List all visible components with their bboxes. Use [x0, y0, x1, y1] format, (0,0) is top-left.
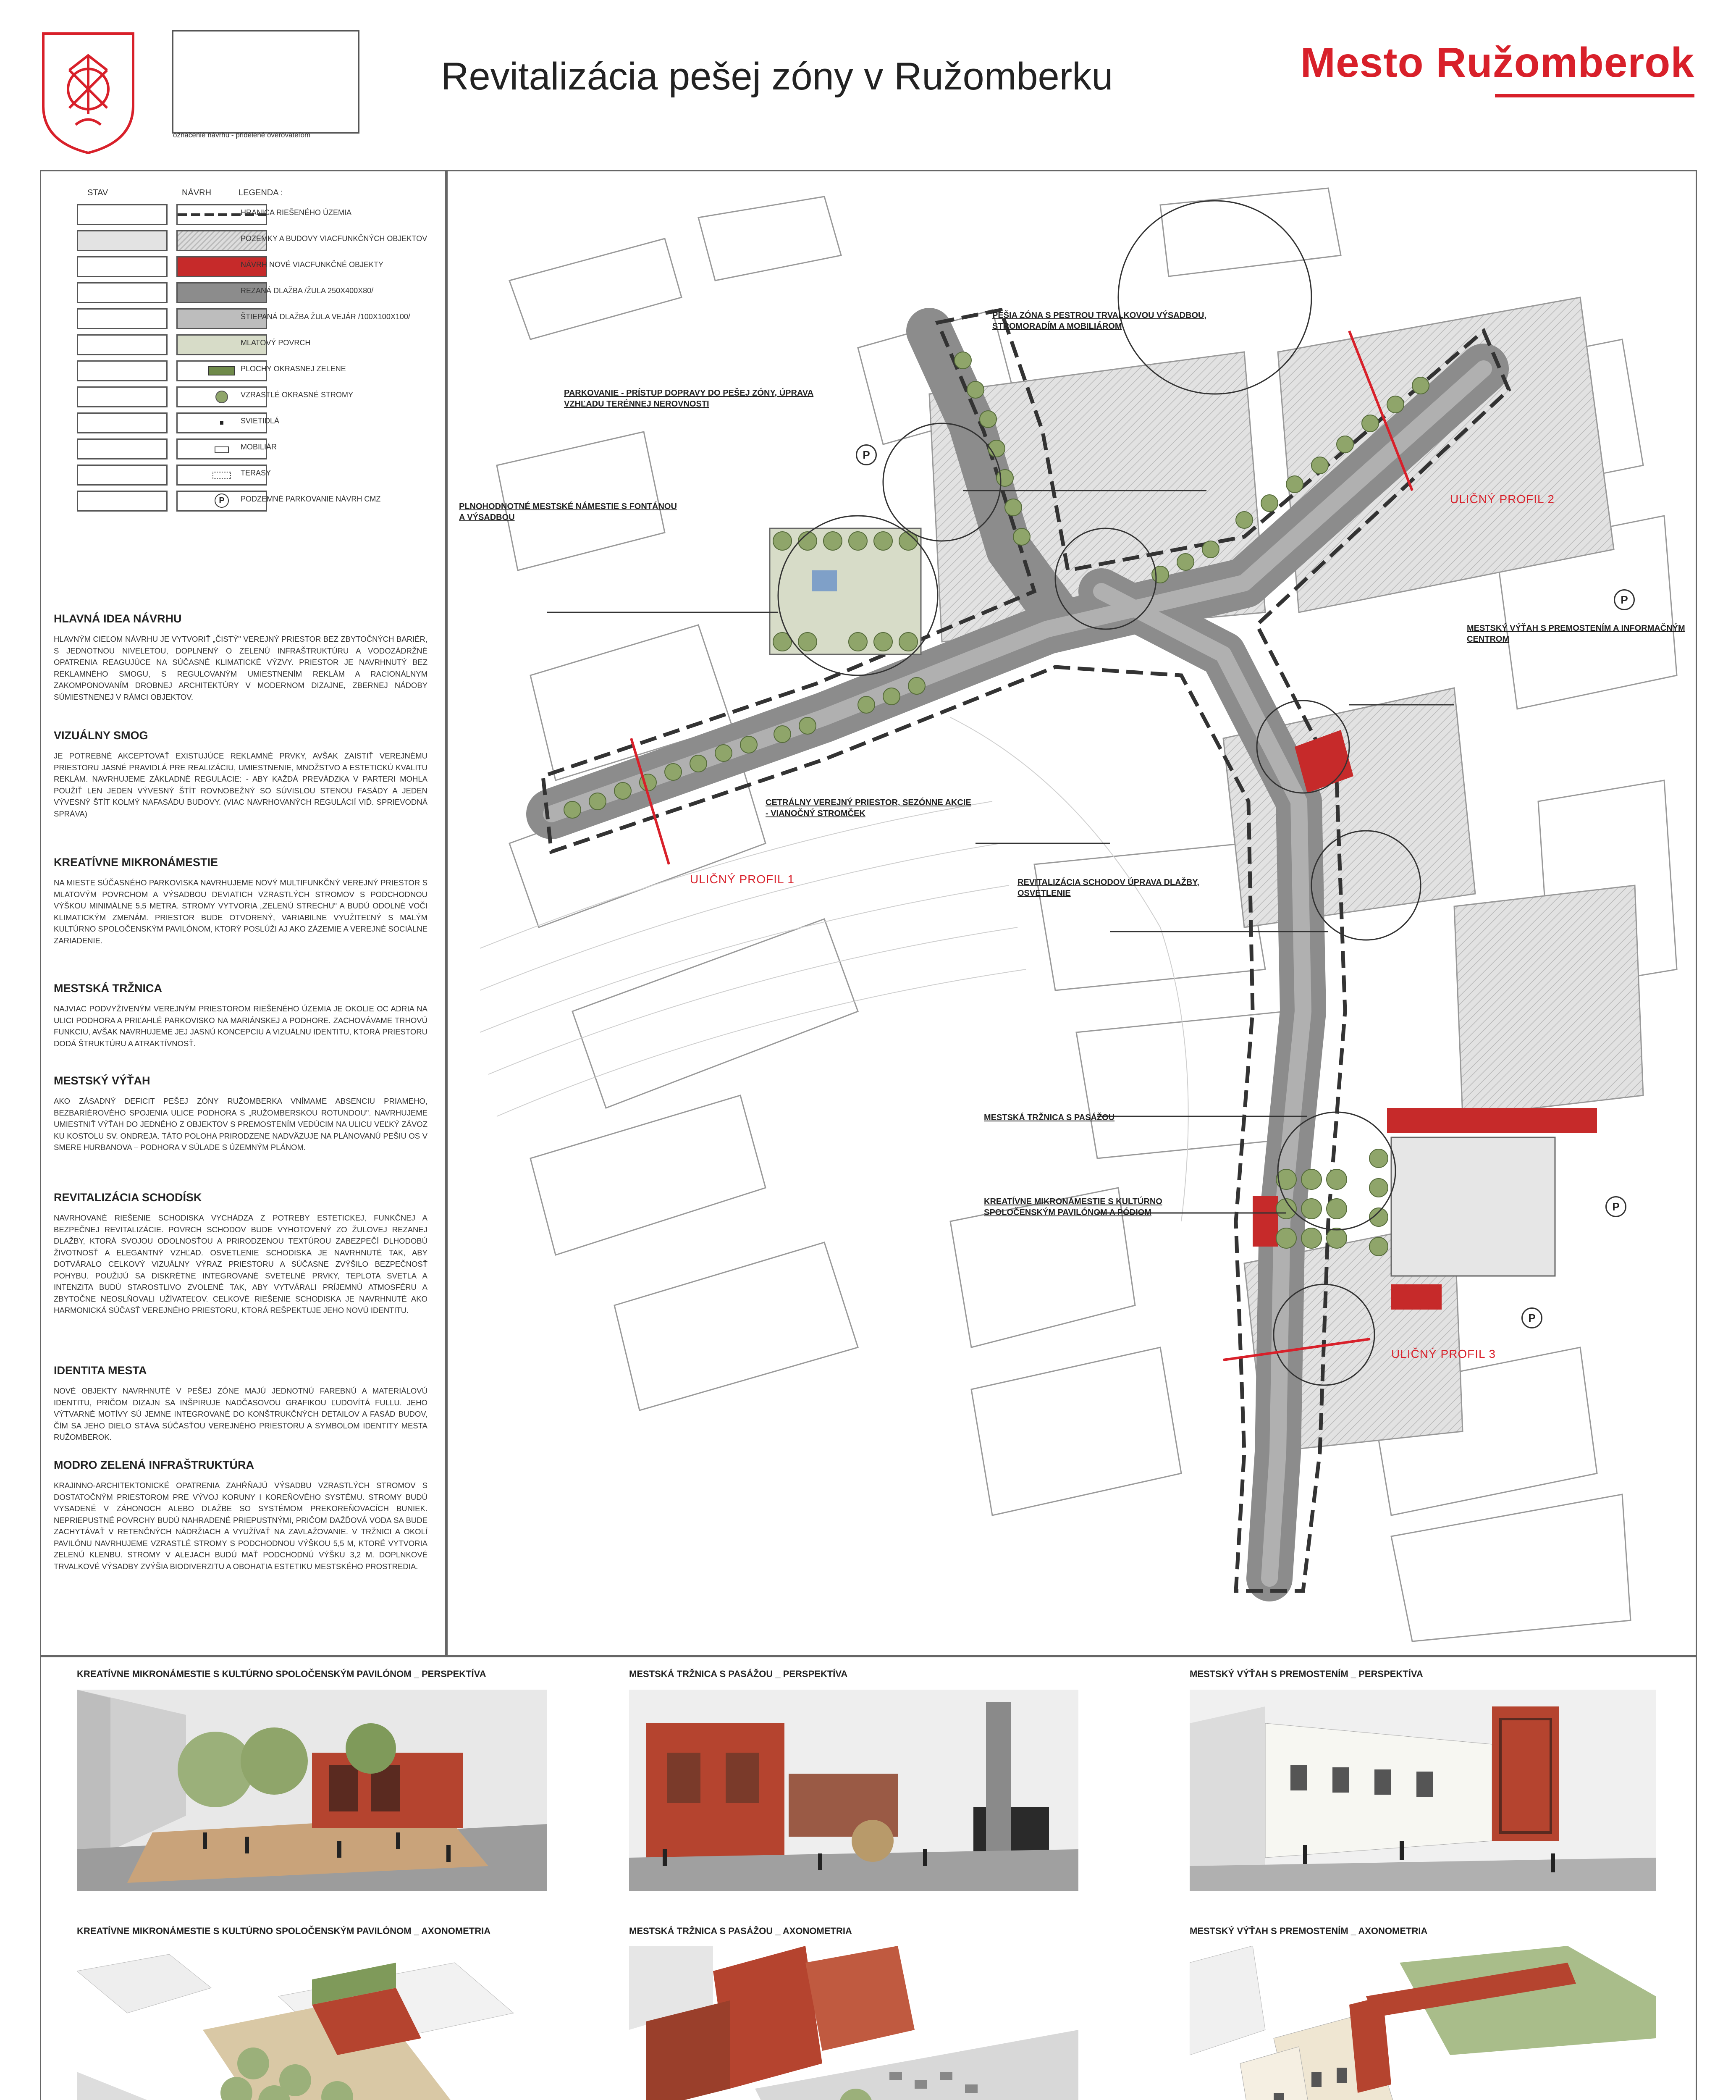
section-text: NAJVIAC PODVYŽIVENÝM VEREJNÝM PRIESTOROM RIEŠENÉHO ÚZEMIA JE OKOLIE OC ADRIA NA ULICI PODHORA A PRIĽAHLÉ PARKOVISKO NA MARIÁNSKEJ A PODHORE. ZACHOVÁVAME TRHOVÚ FUNKCIU, AVŠAK NAVRHUJEME JEJ JASNÚ KONCEPCIU A VIZUÁLNU IDENTITU, KTORÁ PRIESTORU DODÁ ŠTRUKTÚRU A ATRAKTÍVNOSŤ. — [54, 1004, 427, 1048]
thumbnail-title: MESTSKÁ TRŽNICA S PASÁŽOU _ PERSPEKTÍVA — [629, 1669, 848, 1679]
street-profile-2: ULIČNÝ PROFIL 2 — [1450, 493, 1555, 506]
render-elevator-perspective — [1190, 1690, 1656, 1891]
render-microsquare-axonometry — [77, 1946, 547, 2100]
render-market-axonometry — [629, 1946, 1078, 2100]
street-profile-1: ULIČNÝ PROFIL 1 — [690, 873, 795, 886]
legend-row: POZEMKY A BUDOVY VIACFUNKČNÝCH OBJEKTOV — [77, 230, 438, 256]
section-text: KRAJINNO-ARCHITEKTONICKÉ OPATRENIA ZAHŔŇAJÚ VÝSADBU VZRASTLÝCH STROMOV S DOSTATOČNÝM PRIESTOROM PRE VÝVOJ KORUNY I KOREŇOVÉHO SYSTÉMU. STROMY BUDÚ VYSADENÉ V ZÁHONOCH ALEBO DLAŽBE SO SYSTÉMOM PREKOREŇOVACÍCH BUNIEK. NEPRIEPUSTNÉ POVRCHY BUDÚ NAHRADENÉ PRIEPUSTNÝMI, PRIČOM DAŽĎOVÁ VODA SA BUDE ZACHYTÁVAŤ V RETENČNÝCH NÁDRŽIACH A VYUŽÍVAŤ NA ZAVLAŽOVANIE. V TRŽNICI A OKOLÍ PAVILÓNU NAVRHUJEME VZRASTLÉ STROMY S PODCHODNOU VÝŠKOU 5,5 M, KTORÉ VYTVORIA ZELENÚ KLENBU. STROMY V ALEJACH BUDÚ MAŤ PODCHODNÚ VÝŠKU 3,2 M. DOPLNKOVÉ TRVALKOVÉ VÝSADBY ZVÝŠIA BIODIVERZITU A OBOHATIA ESTETIKU MESTSKÉHO PROSTREDIA. — [54, 1481, 427, 1571]
thumbnail-title: MESTSKÝ VÝŤAH S PREMOSTENÍM _ PERSPEKTÍVA — [1190, 1669, 1423, 1679]
section-title: REVITALIZÁCIA SCHODÍSK — [54, 1191, 202, 1204]
map-callout: CETRÁLNY VEREJNÝ PRIESTOR, SEZÓNNE AKCIE - VIANOČNÝ STROMČEK — [766, 798, 971, 818]
map-callout: MESTSKÁ TRŽNICA S PASÁŽOU — [984, 1113, 1115, 1122]
legend-col-legenda: LEGENDA : — [239, 188, 283, 197]
thumbnail-title: KREATÍVNE MIKRONÁMESTIE S KULTÚRNO SPOLOČENSKÝM PAVILÓNOM _ AXONOMETRIA — [77, 1926, 491, 1936]
section-title: MESTSKÝ VÝŤAH — [54, 1074, 150, 1087]
section-title: IDENTITA MESTA — [54, 1364, 147, 1377]
design-code-box — [172, 30, 359, 134]
render-microsquare-perspective — [77, 1690, 547, 1891]
map-callout: KREATÍVNE MIKRONÁMESTIE S KULTÚRNO SPOLOČENSKÝM PAVILÓNOM A PÓDIOM — [984, 1197, 1162, 1217]
legend-row: SVIETIDLÁ — [77, 412, 438, 438]
legend-row: TERASY — [77, 465, 438, 491]
description-text — [54, 612, 432, 1641]
thumbnail-title: MESTSKÝ VÝŤAH S PREMOSTENÍM _ AXONOMETRIA — [1190, 1926, 1428, 1936]
section-title: VIZUÁLNY SMOG — [54, 729, 148, 742]
parking-icon: P — [1614, 589, 1635, 610]
section-title: HLAVNÁ IDEA NÁVRHU — [54, 612, 182, 625]
map-callout: PLNOHODNOTNÉ MESTSKÉ NÁMESTIE S FONTÁNOU A VÝSADBOU — [459, 502, 677, 522]
section-text: AKO ZÁSADNÝ DEFICIT PEŠEJ ZÓNY RUŽOMBERKA VNÍMAME ABSENCIU PRIAMEHO, BEZBARIÉROVÉHO SPOJENIA ULICE PODHORA S „RUŽOMBERSKOU ROTUNDOU". NAVRHUJEME UMIESTNIŤ VÝŤAH DO JEDNÉHO Z OBJEKTOV S PREMOSTENÍM VEDÚCIM NA ULICU VEĽKÝ ZÁVOZ KU KOSTOLU SV. ONDREJA. TÁTO POLOHA PRIRODZENE NADVÄZUJE NA PLÁNOVANÚ PEŠIU OS V SMERE HURBANOVA – PODHORA V SÚLADE S ÚZEMNÝM PLÁNOM. — [54, 1097, 427, 1152]
render-elevator-axonometry — [1190, 1946, 1656, 2100]
map-callout: PARKOVANIE - PRÍSTUP DOPRAVY DO PEŠEJ ZÓNY, ÚPRAVA VZHĽADU TERÉNNEJ NEROVNOSTI — [564, 388, 814, 409]
render-market-perspective — [629, 1690, 1078, 1891]
legend-row: ŠTIEPANÁ DLAŽBA ŽULA VEJÁR /100X100X100/ — [77, 308, 438, 334]
thumbnail-title: KREATÍVNE MIKRONÁMESTIE S KULTÚRNO SPOLOČENSKÝM PAVILÓNOM _ PERSPEKTÍVA — [77, 1669, 486, 1679]
map-callout: REVITALIZÁCIA SCHODOV ÚPRAVA DLAŽBY, OSVETLENIE — [1017, 878, 1199, 898]
legend-row: P PODZEMNÉ PARKOVANIE NÁVRH CMZ — [77, 491, 438, 517]
legend-row: MLATOVÝ POVRCH — [77, 334, 438, 360]
parking-icon: P — [1605, 1196, 1626, 1217]
section-title: KREATÍVNE MIKRONÁMESTIE — [54, 856, 218, 869]
legend-row: REZANÁ DLAŽBA /ŽULA 250X400X80/ — [77, 282, 438, 308]
map-callout: PEŠIA ZÓNA S PESTROU TRVALKOVOU VÝSADBOU, STROMORADÍM A MOBILIÁROM — [992, 311, 1207, 331]
section-text: NOVÉ OBJEKTY NAVRHNUTÉ V PEŠEJ ZÓNE MAJÚ JEDNOTNÚ FAREBNÚ A MATERIÁLOVÚ IDENTITU, PRIČOM DIZAJN SA INŠPIRUJE NADČASOVOU GRAFIKOU ĽUDOVÍTÁ FULLU. JEHO VÝTVARNÉ MOTÍVY SÚ JEMNE INTEGROVANÉ DO KONŠTRUKČNÝCH DETAILOV A FASÁD BUDOV, ČÍM SA JEHO DIELO STÁVA SÚČASŤOU VEREJNÉHO PRIESTORU A SYMBOLOM IDENTITY MESTA RUŽOMBEROK. — [54, 1386, 427, 1441]
brand-underline — [1495, 94, 1694, 97]
section-text: NA MIESTE SÚČASNÉHO PARKOVISKA NAVRHUJEME NOVÝ MULTIFUNKČNÝ VEREJNÝ PRIESTOR S MLATOVÝM POVRCHOM A VÝSADBOU DEVIATICH VZRASTLÝCH STROMOV S PODCHODNOU VÝŠKOU MINIMÁLNE 5,5 METRA. STROMY VYTVORIA „ZELENÚ STRECHU" A BUDÚ ODOLNÉ VOČI KLIMATICKÝM ZMENÁM. PRIESTOR BUDE OTVORENÝ, VARIABILNE VYUŽITEĽNÝ S MALÝM KULTÚRNO SPOLOČENSKÝM PAVILÓNOM, KTORÝ POSLÚŽI AJ AKO ZÁZEMIE A VEREJNÉ SOCIÁLNE ZARIADENIE. — [54, 878, 427, 945]
design-code-label: označenie návrhu - pridelené overovateľom — [173, 131, 311, 139]
legend-row: PLOCHY OKRASNEJ ZELENE — [77, 360, 438, 386]
legend-row: HRANICA RIEŠENÉHO ÚZEMIA — [77, 204, 438, 230]
parking-icon: P — [1521, 1307, 1542, 1328]
legend-row: MOBILIÁR — [77, 438, 438, 465]
legend-row: VZRASTLÉ OKRASNÉ STROMY — [77, 386, 438, 412]
map-callout: MESTSKÝ VÝŤAH S PREMOSTENÍM A INFORMAČNÝM CENTROM — [1467, 624, 1685, 644]
brand-logo-text: Mesto Ružomberok — [1300, 39, 1694, 86]
legend-col-stav: STAV — [87, 188, 108, 197]
street-profile-3: ULIČNÝ PROFIL 3 — [1391, 1347, 1496, 1360]
section-text: HLAVNÝM CIEĽOM NÁVRHU JE VYTVORIŤ „ČISTÝ" VEREJNÝ PRIESTOR BEZ ZBYTOČNÝCH BARIÉR, S JEDNOTNOU NIVELETOU, DOPLNENÝ O ZELENÚ INFRAŠTRUKTÚRU A VODOZÁDRŽNÉ OPATRENIA REAGUJÚCE NA SÚČASNÉ KLIMATICKÉ VÝZVY. PRIESTOR JE NAVRHNUTÝ BEZ REKLAMNÉHO SMOGU, S REGULOVANÝM UMIESTNENÍM REKLÁM A RACIONÁLNYM ZAKOMPONOVANÍM DROBNEJ ARCHITEKTÚRY V MODERNOM DIZAJNE, ZBERNEJ NÁDOBY SÚMIESTNENEJ V RÁMCI OBJEKTOV. — [54, 635, 427, 701]
section-title: MESTSKÁ TRŽNICA — [54, 982, 162, 995]
page-title: Revitalizácia pešej zóny v Ružomberku — [441, 55, 1113, 98]
left-panel — [40, 170, 448, 1657]
legend-col-navrh: NÁVRH — [182, 188, 212, 197]
parking-icon: P — [856, 444, 877, 465]
legend-row: NÁVRH NOVÉ VIACFUNKČNÉ OBJEKTY — [77, 256, 438, 282]
section-text: NAVRHOVANÉ RIEŠENIE SCHODISKA VYCHÁDZA Z POTREBY ESTETICKEJ, FUNKČNEJ A BEZPEČNEJ REVITALIZÁCIE. POVRCH SCHODOV BUDE VYHOTOVENÝ ZO ŽULOVEJ REZANEJ DLAŽBY, KTORÁ SVOJOU ODOLNOSŤOU A PRIRODZENOU TEXTÚROU ZABEZPEČÍ DLHODOBÚ ŽIVOTNOSŤ A ELEGANTNÝ VZHĽAD. OSVETLENIE SCHODISKA JE NAVRHNUTÉ TAK, ABY DOTVÁRALO CELKOVÝ VIZUÁLNY VÝRAZ PRIESTORU A SÚČASNE ZVÝŠILO BEZPEČNOSŤ POHYBU. POUŽIJÚ SA DISKRÉTNE INTEGROVANÉ SVETELNÉ PRVKY, TEPLOTA SVETLA A INTENZITA BUDÚ STAROSTLIVO ZVOLENÉ TAK, ABY VYTVÁRALI PRÍJEMNÚ ATMOSFÉRU A ZBYTOČNE NEOSLŇOVALI UŽÍVATEĽOV. CELKOVÉ RIEŠENIE SCHODISKA JE NAVRHNUTÉ AKO HARMONICKÁ SÚČASŤ VEREJNÉHO PRIESTORU, KTORÁ REŠPEKTUJE JEHO NOVÚ IDENTITU. — [54, 1213, 427, 1315]
section-title: MODRO ZELENÁ INFRAŠTRUKTÚRA — [54, 1459, 254, 1471]
site-plan-panel — [445, 170, 1697, 1657]
section-text: JE POTREBNÉ AKCEPTOVAŤ EXISTUJÚCE REKLAMNÉ PRVKY, AVŠAK ZAISTIŤ VEREJNÉMU PRIESTORU JASNÉ PRAVIDLÁ PRE REALIZÁCIU, UMIESTNENIE, MNOŽSTVO A ESTETICKÚ KVALITU REKLÁM. NAVRHUJEME ZÁKLADNÉ REGULÁCIE: - ABY KAŽDÁ PREVÁDZKA V PARTERI MOHLA POUŽIŤ LEN JEDEN VÝVESNÝ ŠTÍT ROVNOBEŽNÝ SO SÚVISLOU STENOU FASÁDY A JEDEN VÝVESNÝ ŠTÍT KOLMÝ NAFASÁDU BUDOVY. (VIAC NAVRHOVANÝCH REGULÁCIÍ VIĎ. SPRIEVODNÁ SPRÁVA) — [54, 751, 427, 818]
visualizations-panel — [40, 1655, 1697, 2100]
city-crest-logo — [40, 30, 136, 156]
thumbnail-title: MESTSKÁ TRŽNICA S PASÁŽOU _ AXONOMETRIA — [629, 1926, 852, 1936]
